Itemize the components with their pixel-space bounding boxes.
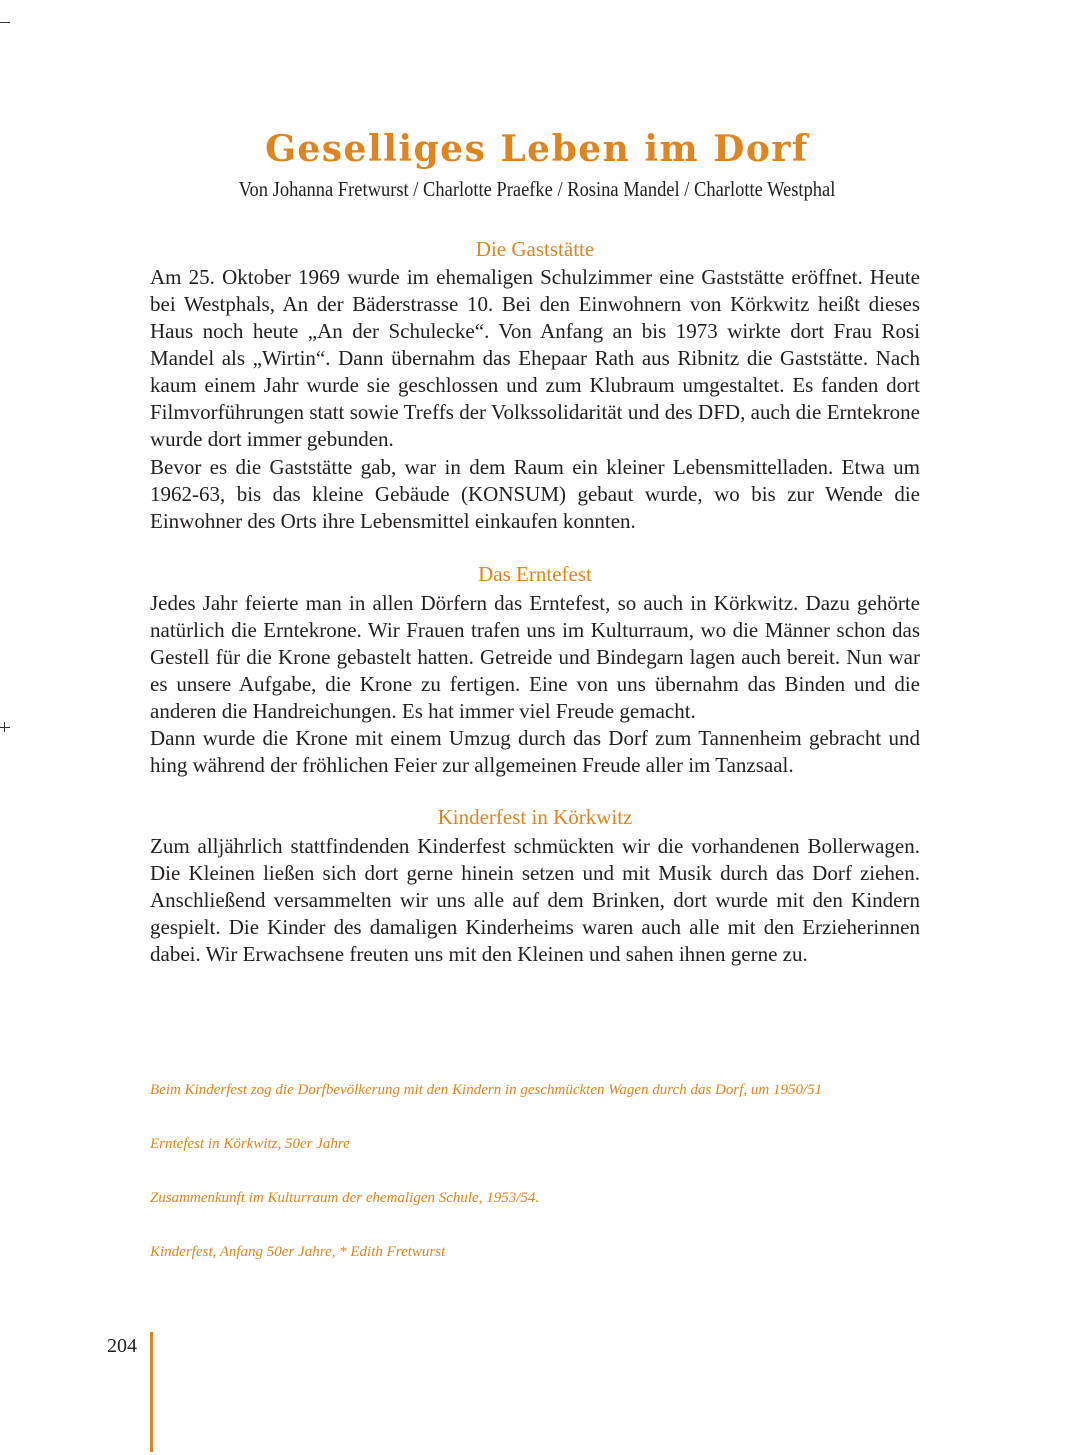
- crop-mark-middle-tick: [4, 722, 5, 732]
- page-margin-rule: [150, 1332, 153, 1452]
- paragraph-erntefest-2: Dann wurde die Krone mit einem Umzug durch das Dorf zum Tannenheim gebracht und hing während der fröhlichen Feier zur allgemeinen Freude aller im Tanzsaal.: [150, 726, 920, 777]
- page-number: 204: [107, 1335, 137, 1357]
- section-heading-erntefest: Das Erntefest: [478, 562, 592, 586]
- section-heading-kinderfest: Kinderfest in Körkwitz: [437, 805, 633, 829]
- paragraph-erntefest-1: Jedes Jahr feierte man in allen Dörfern das Erntefest, so auch in Körkwitz. Dazu gehörte natürlich die Erntekrone. Wir Frauen trafen uns im Kulturraum, wo die Männer schon das Gestell für die Krone gebastelt hatten. Getreide und Bindegarn lagen auch bereit. Nun war es unsere Aufgabe, die Krone zu fertigen. Eine von uns übernahm das Binden und die anderen die Handreichungen. Es hat immer viel Freude gemacht.: [150, 591, 920, 723]
- page-title: Geselliges Leben im Dorf: [265, 128, 809, 170]
- photo-caption: Erntefest in Körkwitz, 50er Jahre: [150, 1136, 350, 1152]
- paragraph-gaststaette-2: Bevor es die Gaststätte gab, war in dem Raum ein kleiner Lebensmittelladen. Etwa um 1962-63, bis das kleine Gebäude (KONSUM) gebaut wurde, wo bis zur Wende die Einwohner des Orts ihre Lebensmittel einkaufen konnten.: [150, 455, 920, 533]
- crop-mark-middle: [0, 727, 10, 728]
- photo-caption: Kinderfest, Anfang 50er Jahre, * Edith Fretwurst: [150, 1244, 446, 1260]
- photo-caption: Zusammenkunft im Kulturraum der ehemaligen Schule, 1953/54.: [150, 1190, 540, 1206]
- crop-mark-top: [0, 22, 10, 23]
- author-byline: Von Johanna Fretwurst / Charlotte Praefke / Rosina Mandel / Charlotte Westphal: [238, 177, 836, 201]
- paragraph-gaststaette-1: Am 25. Oktober 1969 wurde im ehemaligen Schulzimmer eine Gaststätte eröffnet. Heute bei Westphals, An der Bäderstrasse 10. Bei den Einwohnern von Körkwitz heißt dieses Haus noch heute „An der Schulecke“. Von Anfang an bis 1973 wirkte dort Frau Rosi Mandel als „Wirtin“. Dann übernahm das Ehepaar Rath aus Ribnitz die Gaststätte. Nach kaum einem Jahr wurde sie geschlossen und zum Klubraum umgestaltet. Es fanden dort Filmvorführungen statt sowie Treffs der Volkssolidarität und des DFD, auch die Erntekrone wurde dort immer gebunden.: [150, 265, 920, 451]
- section-heading-gaststaette: Die Gaststätte: [475, 237, 595, 261]
- photo-caption: Beim Kinderfest zog die Dorfbevölkerung mit den Kindern in geschmückten Wagen durch das Dorf, um 1950/51: [150, 1082, 823, 1098]
- paragraph-kinderfest-1: Zum alljährlich stattfindenden Kinderfest schmückten wir die vorhandenen Bollerwagen. Die Kleinen ließen sich dort gerne hinein setzen und mit Musik durch das Dorf ziehen. Anschließend versammelten wir uns alle auf dem Brinken, dort wurde mit den Kindern gespielt. Die Kinder des damaligen Kinderheims waren auch alle mit den Erzieherinnen dabei. Wir Erwachsene freuten uns mit den Kleinen und sahen ihnen gerne zu.: [150, 834, 920, 966]
